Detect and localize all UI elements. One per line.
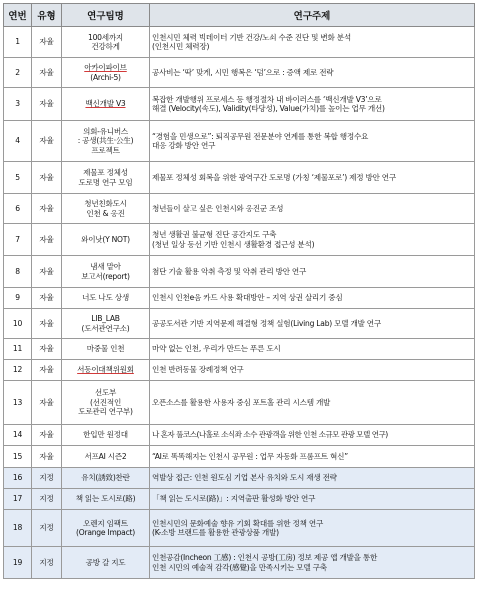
table-row: [4, 121, 475, 162]
header-type: 유형: [32, 4, 62, 27]
table-row: [4, 381, 475, 425]
topic-line: 공공도서관 기반 지역문제 해결형 정책 실험(Living Lab) 모델 개발 연구: [152, 318, 381, 328]
topic-line: 해결 (Velocity(속도), Validity(타당성), Value(가치)를 높이는 업무 개선): [152, 104, 385, 113]
team-name-line: : 공생(共生·公生): [77, 136, 134, 146]
row-number: 1: [4, 27, 32, 58]
row-number: 4: [4, 121, 32, 162]
research-topic-cell: [150, 224, 475, 256]
table-row: [4, 360, 475, 381]
research-topic-cell: [150, 468, 475, 489]
topic-line: (K-소방 브랜드를 활용한 관광상품 개발): [152, 528, 279, 537]
research-topic-cell: [150, 510, 475, 547]
team-name-cell: [62, 425, 150, 446]
row-number: 11: [4, 339, 32, 360]
topic-line: 인천시민 체력 빅데이터 기반 건강/노쇠 수준 진단 및 변화 분석: [152, 32, 351, 42]
research-topic-cell: [150, 194, 475, 224]
team-name-cell: [62, 446, 150, 468]
row-number: 2: [4, 58, 32, 88]
research-topic-cell: [150, 256, 475, 288]
research-topic-cell: [150, 121, 475, 162]
row-type: 자율: [32, 194, 62, 224]
topic-line: 마약 없는 인천, 우리가 만드는 푸른 도시: [152, 344, 281, 354]
team-name-cell: [62, 510, 150, 547]
table-row: [4, 425, 475, 446]
table-row: [4, 162, 475, 194]
team-name-cell: [62, 360, 150, 381]
research-topic-cell: [150, 88, 475, 121]
row-number: 16: [4, 468, 32, 489]
row-number: 3: [4, 88, 32, 121]
topic-line: 역발상 접근: 인천 원도심 기업 본사 유치와 도시 재생 전략: [152, 473, 337, 483]
topic-line: “AI로 똑똑해지는 인천시 공무원 : 업무 자동화 프롬프트 혁신”: [152, 451, 348, 461]
research-topic-cell: [150, 309, 475, 339]
row-type: 자율: [32, 339, 62, 360]
research-topic-cell: [150, 27, 475, 58]
team-name-line: 공방 갈 지도: [85, 557, 126, 567]
team-name-cell: [62, 288, 150, 309]
team-name-cell: [62, 88, 150, 121]
team-name-line: 한입만 원정대: [83, 430, 128, 440]
row-number: 15: [4, 446, 32, 468]
team-name-line: 냄새 맡아: [90, 262, 121, 272]
topic-line: 대응 강화 방안 연구: [152, 141, 216, 150]
topic-line: 인천 시민의 예술적 감각(感覺)을 만족시키는 모델 구축: [152, 562, 327, 572]
team-name-line: 백신개발 V3: [85, 99, 126, 109]
table-row: [4, 339, 475, 360]
team-name-line: 서동이대책위원회: [77, 365, 134, 375]
topic-line: 인천 반려동물 장례정책 연구: [152, 365, 244, 375]
topic-line: “경험을 민생으로”: 퇴직공무원 전문분야 연계를 통한 복합 행정수요: [152, 131, 369, 141]
row-type: 자율: [32, 162, 62, 194]
row-type: 자율: [32, 121, 62, 162]
row-type: 지정: [32, 547, 62, 579]
team-name-cell: [62, 121, 150, 162]
team-name-cell: [62, 162, 150, 194]
team-name-line: 도로관리 연구부): [78, 407, 133, 417]
team-name-line: (도서관연구소): [81, 323, 130, 333]
team-name-cell: [62, 27, 150, 58]
table-row: [4, 194, 475, 224]
topic-line: 제물포 정체성 회복을 위한 광역구간 도로명 (가칭 ‘제물포로’) 제정 방안 연구: [152, 172, 396, 182]
team-name-line: 서프AI 시즌2: [84, 451, 127, 461]
team-name-line: 선도부: [94, 388, 117, 398]
table-row: [4, 88, 475, 121]
research-topic-cell: [150, 381, 475, 425]
team-name-line: 마중물 인천: [86, 344, 125, 354]
topic-line: 복잡한 개발행위 프로세스 등 행정절차 내 바이러스를 ‘백신개발 V3’으로: [152, 94, 382, 104]
topic-line: 인천시민의 문화예술 향유 기회 확대를 위한 정책 연구: [152, 518, 324, 528]
row-type: 자율: [32, 27, 62, 58]
team-name-cell: [62, 339, 150, 360]
topic-line: 공사비는 ‘딱’ 맞게, 시민 행복은 ‘덤’으로 : 증액 제로 전략: [152, 67, 334, 77]
row-type: 자율: [32, 381, 62, 425]
team-name-cell: [62, 58, 150, 88]
row-number: 10: [4, 309, 32, 339]
team-name-line: 건강하게: [91, 42, 120, 51]
topic-line: 청년 생활권 불균형 진단 공간지도 구축: [152, 230, 277, 240]
research-topic-cell: [150, 58, 475, 88]
row-number: 5: [4, 162, 32, 194]
row-number: 7: [4, 224, 32, 256]
topic-line: (인천시민 체력장): [152, 42, 210, 51]
row-number: 6: [4, 194, 32, 224]
team-name-line: 보고서(report): [81, 271, 130, 281]
team-name-line: 100세까지: [87, 32, 123, 42]
table-row: [4, 27, 475, 58]
team-name-line: 의회-유니버스: [82, 126, 128, 136]
row-type: 자율: [32, 88, 62, 121]
row-type: 자율: [32, 446, 62, 468]
topic-line: 청년들이 살고 싶은 인천시와 옹진군 조성: [152, 203, 284, 213]
team-name-cell: [62, 489, 150, 510]
header-number: 연번: [4, 4, 32, 27]
row-type: 지정: [32, 510, 62, 547]
research-topic-cell: [150, 489, 475, 510]
table-row: [4, 446, 475, 468]
team-name-line: 오렌지 임팩트: [83, 518, 128, 528]
research-topic-cell: [150, 162, 475, 194]
team-name-cell: [62, 256, 150, 288]
table-row: [4, 468, 475, 489]
topic-line: 「책 읽는 도시로(路)」: 지역출판 활성화 방안 연구: [152, 494, 316, 504]
topic-line: 첨단 기술 활용 악취 측정 및 악취 관리 방안 연구: [152, 266, 307, 276]
team-name-line: (선진적인: [89, 397, 122, 407]
team-name-line: 와이낫(Y NOT): [81, 234, 130, 244]
row-type: 지정: [32, 468, 62, 489]
row-number: 13: [4, 381, 32, 425]
table-row: [4, 288, 475, 309]
team-name-line: 아카이파이브: [84, 63, 127, 73]
team-name-line: 제물포 정체성: [83, 168, 128, 178]
row-number: 14: [4, 425, 32, 446]
research-topic-cell: [150, 339, 475, 360]
team-name-line: 청년친화도시: [84, 199, 127, 209]
topic-line: 인천시 인천e음 카드 사용 확대방안 – 지역 상권 살리기 중심: [152, 293, 343, 303]
team-name-cell: [62, 468, 150, 489]
table-row: [4, 58, 475, 88]
row-type: 자율: [32, 425, 62, 446]
row-number: 12: [4, 360, 32, 381]
team-name-line: 인천 & 옹진: [86, 208, 125, 218]
row-type: 자율: [32, 360, 62, 381]
team-name-cell: [62, 194, 150, 224]
team-name-cell: [62, 309, 150, 339]
row-type: 자율: [32, 256, 62, 288]
team-name-cell: [62, 381, 150, 425]
team-name-line: 유치(誘致)찬란: [81, 473, 130, 483]
team-name-line: LIB_LAB: [91, 314, 120, 324]
row-number: 8: [4, 256, 32, 288]
team-name-line: 책 읽는 도시로(路): [75, 494, 136, 504]
research-topic-cell: [150, 288, 475, 309]
team-name-line: (Archi-5): [90, 72, 121, 82]
table-row: [4, 256, 475, 288]
research-team-table: [3, 3, 475, 579]
team-name-cell: [62, 224, 150, 256]
row-type: 자율: [32, 58, 62, 88]
row-number: 9: [4, 288, 32, 309]
row-type: 지정: [32, 489, 62, 510]
research-topic-cell: [150, 360, 475, 381]
team-name-line: 너도 나도 상생: [82, 293, 129, 303]
team-name-cell: [62, 547, 150, 579]
topic-line: 인천공감(Incheon 工感) : 인천시 공방(工房) 정보 제공 앱 개발을 통한: [152, 553, 378, 563]
row-type: 자율: [32, 309, 62, 339]
research-topic-cell: [150, 547, 475, 579]
row-type: 자율: [32, 224, 62, 256]
research-table-container: [3, 3, 474, 579]
header-research-topic: 연구주제: [150, 4, 475, 27]
topic-line: 나 혼자 풀코스(나홀로 소식좌 소수 관광객을 위한 인천 소규모 관광 모델 연구): [152, 430, 388, 440]
topic-line: 오픈소스를 활용한 사용자 중심 포트홀 관리 시스템 개발: [152, 397, 331, 407]
table-row: [4, 489, 475, 510]
team-name-line: (Orange Impact): [76, 528, 135, 537]
table-row: [4, 547, 475, 579]
team-name-line: 프로젝트: [91, 145, 120, 155]
header-team-name: 연구팀명: [62, 4, 150, 27]
row-type: 자율: [32, 288, 62, 309]
row-number: 18: [4, 510, 32, 547]
table-header-row: [4, 4, 475, 27]
table-row: [4, 309, 475, 339]
topic-line: (청년 일상 동선 기반 인천시 생활환경 접근성 분석): [152, 239, 315, 249]
research-topic-cell: [150, 425, 475, 446]
row-number: 17: [4, 489, 32, 510]
table-row: [4, 510, 475, 547]
research-topic-cell: [150, 446, 475, 468]
team-name-line: 도로명 연구 모임: [78, 177, 133, 187]
table-row: [4, 224, 475, 256]
row-number: 19: [4, 547, 32, 579]
